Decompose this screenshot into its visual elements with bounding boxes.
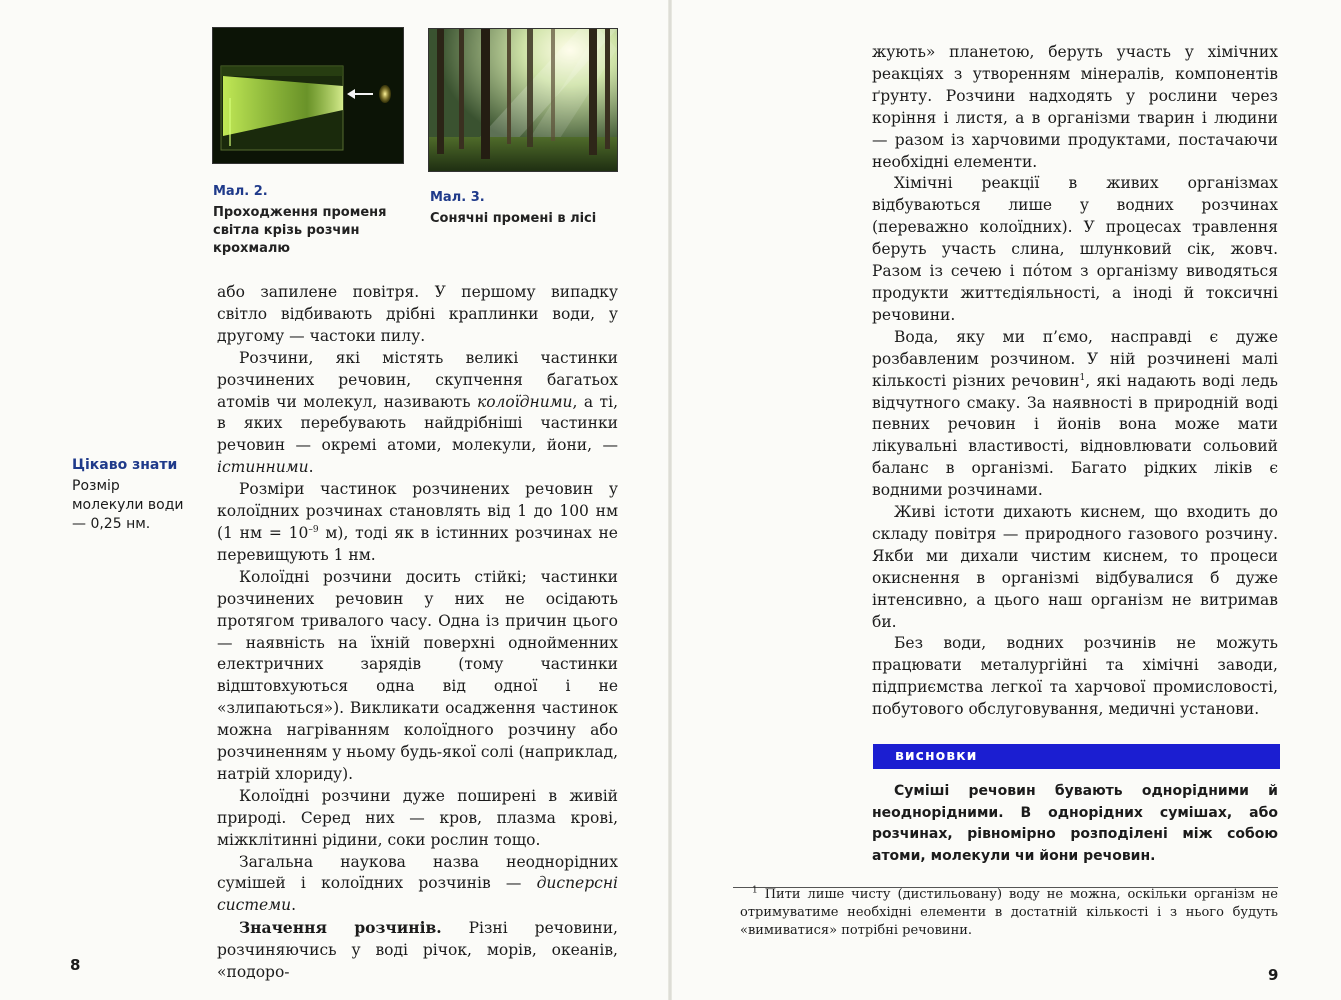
figure-2-caption-text: Проходження променя світла крізь розчин крохмалю <box>213 205 387 256</box>
paragraph: Живі істоти дихають киснем, що входить до складу повітря — природного газового розчину. Якби ми дихали чистим киснем, то процеси окиснення в організмі відбувалися б дуже інтенсивно, а цього наш організм не витримав би. <box>872 503 1278 631</box>
figure-2-caption <box>213 183 413 258</box>
paragraph: Розчини, які містять великі частинки розчинених речовин, скупчення багатьох атомів чи молекул, називають колоїдними, а ті, в яких перебувають найдрібніші частинки речовин — окремі атоми, молекули, йони, — істинними. <box>217 348 618 477</box>
paragraph: Значення розчинів. Різні речовини, розчиняючись у воді річок, морів, океанів, «подоро- <box>217 918 618 982</box>
paragraph: Без води, водних розчинів не можуть працювати металургійні та хімічні заводи, підприємства легкої та харчової промисловості, побутового обслуговування, медичні установи. <box>872 634 1278 719</box>
did-you-know-sidebar <box>72 456 192 534</box>
paragraph: Колоїдні розчини досить стійкі; частинки розчинених речовин у них не осідають протягом тривалого часу. Одна із причин цього — наявність на їхній поверхні однойменних електричних зарядів (тому частинки відштовхуються одна від одної і не «злипаються»). Викликати осадження частинок можна нагріванням колоїдного розчину або розчиненням у ньому будь-якої солі (наприклад, натрій хлориду). <box>217 567 619 783</box>
page-number-right: 9 <box>1268 966 1279 984</box>
paragraph: Хімічні реакції в живих організмах відбуваються лише у водних розчинах (переважно колоїдних). У процесах травлення беруть участь слина, шлунковий сік, жовч. Разом із сечею і пóтом з організму виводяться продукти життєдіяльності, а іноді й токсичні речовини. <box>872 174 1278 324</box>
conclusions-heading: висновки <box>895 748 978 764</box>
figure-3-caption-text: Сонячні промені в лісі <box>430 211 597 226</box>
paragraph: Розміри частинок розчинених речовин у колоїдних розчинах становлять від 1 до 100 нм (1 нм = $10^{-9}$ м), тоді як в істинних розчинах не перевищують 1 нм. <box>217 480 618 564</box>
paragraph: або запилене повітря. У першому випадку світло відбивають дрібні краплинки води, у другому — частоки пилу. <box>217 283 618 345</box>
conclusions-heading-bar <box>873 744 1280 769</box>
book-gutter <box>668 0 672 1000</box>
figure-2-image <box>212 27 404 164</box>
sidebar-text: Розмір молекули води — 0,25 нм. <box>72 478 184 532</box>
figure-3-label: Мал. 3. <box>430 190 485 205</box>
paragraph: Вода, яку ми п’ємо, насправді є дуже розбавленим розчином. У ній розчинені малі кількості різних речовин$^1$, які надають воді ледь відчутного смаку. За наявності в природній воді певних речовин і йонів вона може мати лікувальні властивості, відновлювати сольовий баланс в організмі. Багато рідких ліків є водними розчинами. <box>872 327 1278 500</box>
figure-3-caption <box>430 189 610 228</box>
paragraph: жують» планетою, беруть участь у хімічних реакціях з утворенням мінералів, компонентів ґрунту. Розчини надходять у рослини через коріння і листя, а в організми тварин і людини — разом із харчовими продуктами, постачаючи необхідні елементи. <box>872 43 1278 171</box>
right-page-body <box>872 42 1278 721</box>
page-number-left: 8 <box>70 956 81 974</box>
footnote-text: Пити лише чисту (дистильовану) воду не можна, оскільки організм не отримуватиме необхідні елементи в достатній кількості і з нього будуть «вимиватися» потрібні речовини. <box>740 887 1278 938</box>
sidebar-heading: Цікаво знати <box>72 457 178 473</box>
figure-2-label: Мал. 2. <box>213 184 268 199</box>
footnote <box>740 886 1278 940</box>
paragraph: Загальна наукова назва неоднорідних сумішей і колоїдних розчинів — дисперсні системи. <box>217 852 618 915</box>
left-page-body <box>217 282 618 984</box>
paragraph: Колоїдні розчини дуже поширені в живій природі. Серед них — кров, плазма крові, міжклітинні рідини, соки рослин тощо. <box>217 786 618 849</box>
figure-3-image <box>428 28 618 172</box>
footnote-mark: 1 <box>752 885 758 896</box>
conclusions-text: Суміші речовин бувають однорідними й неоднорідними. В однорідних сумішах, або розчинах, рівномірно розподілені між собою атоми, молекули чи йони речовин. <box>872 783 1278 864</box>
